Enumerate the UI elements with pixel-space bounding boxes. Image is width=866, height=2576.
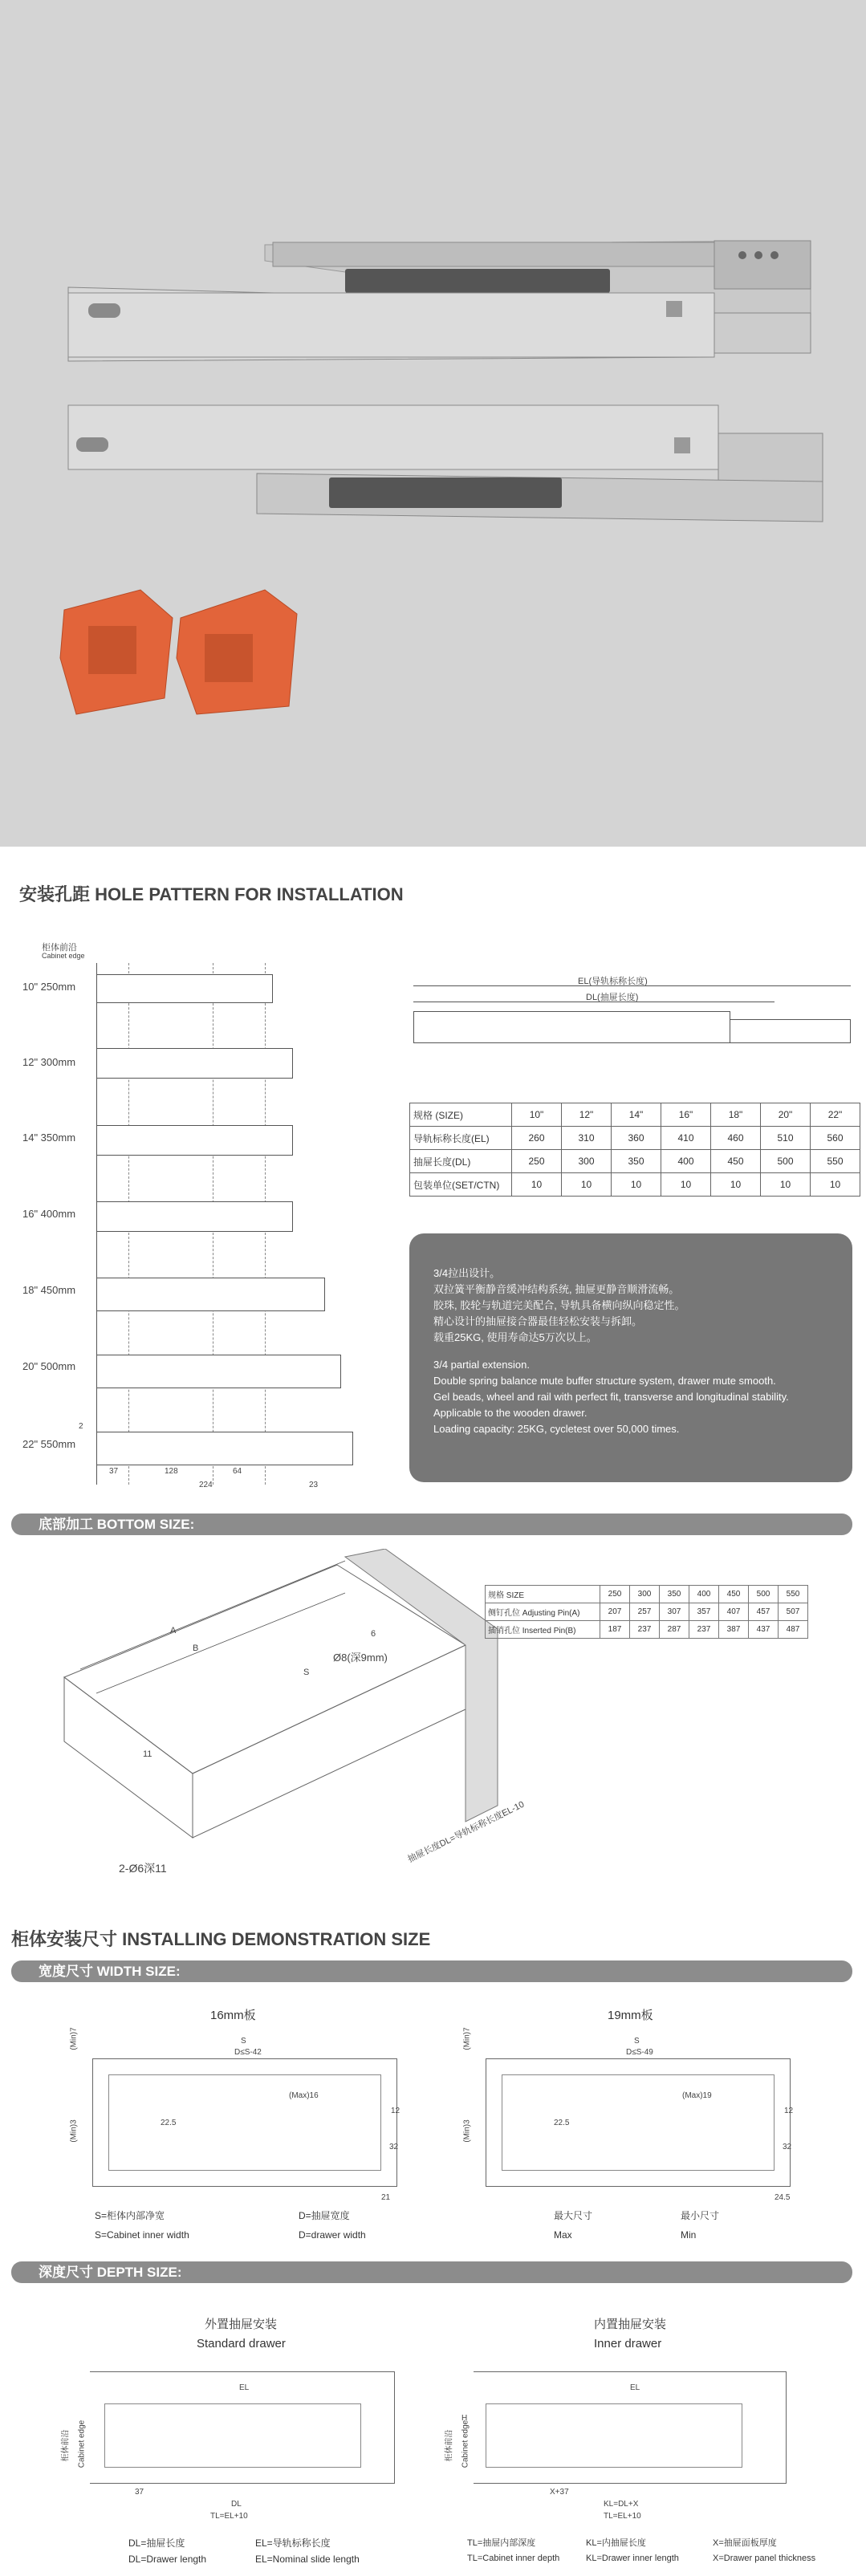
cell: 560 bbox=[811, 1127, 860, 1150]
std-tl: TL=EL+10 bbox=[210, 2512, 248, 2521]
product-photo bbox=[0, 0, 866, 847]
cell: 310 bbox=[562, 1127, 612, 1150]
cell: 400 bbox=[689, 1586, 719, 1603]
legend-std-1: DL=Drawer length bbox=[128, 2554, 207, 2565]
legend19-3: Min bbox=[681, 2229, 697, 2241]
label-11: 11 bbox=[143, 1749, 152, 1759]
inner-edge-en: Cabinet edge bbox=[461, 2420, 470, 2468]
feature-en: Applicable to the wooden drawer. bbox=[433, 1407, 587, 1419]
bottom-size-bar: 底部加工 BOTTOM SIZE: bbox=[11, 1514, 852, 1535]
std-caption-cn: 外置抽屉安装 bbox=[205, 2318, 278, 2331]
std-dl: DL bbox=[231, 2500, 242, 2509]
installing-title: 柜体安装尺寸 INSTALLING DEMONSTRATION SIZE bbox=[11, 1929, 431, 1949]
legend-inner-1: TL=Cabinet inner depth bbox=[467, 2554, 560, 2563]
cell: 导轨标称长度(EL) bbox=[410, 1127, 512, 1150]
w19-min3: (Min)3 bbox=[462, 2119, 472, 2143]
rail-550 bbox=[96, 1432, 353, 1465]
hole-pattern-title: 安装孔距 HOLE PATTERN FOR INSTALLATION bbox=[19, 884, 404, 904]
cell: 侧钉孔位 Adjusting Pin(A) bbox=[486, 1603, 600, 1621]
w16-min7: (Min)7 bbox=[69, 2027, 79, 2050]
cell: 400 bbox=[661, 1150, 711, 1173]
std-edge-en: Cabinet edge bbox=[77, 2420, 87, 2468]
legend-inner-3: KL=Drawer inner length bbox=[586, 2554, 679, 2563]
w16-s: S bbox=[241, 2037, 246, 2046]
cell: 507 bbox=[779, 1603, 808, 1621]
cell: 12" bbox=[562, 1103, 612, 1127]
feature-en: Double spring balance mute buffer structure system, drawer mute smooth. bbox=[433, 1375, 776, 1387]
feature-cn: 载重25KG, 使用寿命达5万次以上。 bbox=[433, 1331, 597, 1343]
cell: 300 bbox=[630, 1586, 660, 1603]
inner-x37: X+37 bbox=[550, 2488, 569, 2497]
legend16-1: S=Cabinet inner width bbox=[95, 2229, 189, 2241]
cell: 规格 SIZE bbox=[486, 1586, 600, 1603]
width19-drawer bbox=[502, 2074, 775, 2171]
depth-size-bar: 深度尺寸 DEPTH SIZE: bbox=[11, 2261, 852, 2283]
cell: 187 bbox=[600, 1621, 630, 1639]
legend-inner-0: TL=抽屉内部深度 bbox=[467, 2538, 536, 2548]
rail-300 bbox=[96, 1048, 293, 1079]
std-edge-cn: 柜体前沿 bbox=[61, 2429, 71, 2462]
label-side-holes: 2-Ø6深11 bbox=[119, 1862, 167, 1875]
w16-21: 21 bbox=[381, 2193, 391, 2202]
w16-22: 22.5 bbox=[161, 2119, 177, 2127]
legend-std-2: EL=导轨标称长度 bbox=[255, 2537, 331, 2549]
w16-d: D≤S-42 bbox=[234, 2048, 262, 2057]
board-19-caption: 19mm板 bbox=[608, 2009, 653, 2022]
cell: 500 bbox=[749, 1586, 779, 1603]
size-label: 12" 300mm bbox=[22, 1056, 76, 1068]
cell: 437 bbox=[749, 1621, 779, 1639]
legend16-0: S=柜体内部净宽 bbox=[95, 2210, 165, 2221]
cell: 510 bbox=[761, 1127, 811, 1150]
cell: 550 bbox=[779, 1586, 808, 1603]
feature-cn: 双拉簧平衡静音缓冲结构系统, 抽屉更静音顺滑流畅。 bbox=[433, 1283, 680, 1295]
cell: 350 bbox=[612, 1150, 661, 1173]
rail-450 bbox=[96, 1278, 325, 1311]
el-dim-line bbox=[413, 985, 851, 986]
label-a: A bbox=[170, 1626, 177, 1635]
cell: 插销孔位 Inserted Pin(B) bbox=[486, 1621, 600, 1639]
cell: 410 bbox=[661, 1127, 711, 1150]
cell: 350 bbox=[660, 1586, 689, 1603]
cell: 规格 (SIZE) bbox=[410, 1103, 512, 1127]
depth-std-drawer bbox=[104, 2403, 361, 2468]
width16-drawer bbox=[108, 2074, 381, 2171]
feature-cn: 精心设计的抽屉接合器最佳轻松安装与拆卸。 bbox=[433, 1315, 643, 1327]
legend19-2: 最小尺寸 bbox=[681, 2210, 720, 2221]
cell: 300 bbox=[562, 1150, 612, 1173]
cell: 10" bbox=[512, 1103, 562, 1127]
legend-std-3: EL=Nominal slide length bbox=[255, 2554, 360, 2565]
features-panel bbox=[409, 1233, 852, 1482]
rail-250 bbox=[96, 974, 273, 1003]
cell: 407 bbox=[719, 1603, 749, 1621]
inner-tl: TL=EL+10 bbox=[604, 2512, 641, 2521]
rail-side-view bbox=[413, 1011, 730, 1043]
size-label: 22" 550mm bbox=[22, 1438, 76, 1450]
w19-24: 24.5 bbox=[775, 2193, 791, 2202]
dl-label: DL(抽屉长度) bbox=[586, 993, 639, 1002]
label-s: S bbox=[303, 1668, 310, 1677]
feature-cn: 胶珠, 胶轮与轨道完美配合, 导轨具备横向纵向稳定性。 bbox=[433, 1299, 685, 1311]
legend19-1: Max bbox=[554, 2229, 572, 2241]
w19-32: 32 bbox=[783, 2143, 792, 2151]
cell: 250 bbox=[600, 1586, 630, 1603]
dim-64: 64 bbox=[233, 1467, 242, 1476]
cell: 550 bbox=[811, 1150, 860, 1173]
rail-500 bbox=[96, 1355, 341, 1388]
bottom-table bbox=[485, 1585, 808, 1639]
label-hole: Ø8(深9mm) bbox=[333, 1652, 388, 1664]
dim-2: 2 bbox=[79, 1422, 83, 1431]
rail-350 bbox=[96, 1125, 293, 1156]
w19-max: (Max)19 bbox=[682, 2091, 712, 2100]
board-16-caption: 16mm板 bbox=[210, 2009, 256, 2022]
cell: 360 bbox=[612, 1127, 661, 1150]
cell: 10 bbox=[562, 1173, 612, 1197]
cell: 10 bbox=[512, 1173, 562, 1197]
w16-min3: (Min)3 bbox=[69, 2119, 79, 2143]
w19-22: 22.5 bbox=[554, 2119, 570, 2127]
dim-37: 37 bbox=[109, 1467, 119, 1476]
cell: 257 bbox=[630, 1603, 660, 1621]
product-photo-area bbox=[0, 0, 866, 847]
feature-cn: 3/4拉出设计。 bbox=[433, 1267, 501, 1279]
depth-inner-drawer bbox=[486, 2403, 742, 2468]
cabinet-edge-cn: 柜体前沿 bbox=[42, 943, 77, 953]
cell: 357 bbox=[689, 1603, 719, 1621]
legend-inner-2: KL=内抽屉长度 bbox=[586, 2538, 646, 2548]
feature-en: Loading capacity: 25KG, cycletest over 50,000 times. bbox=[433, 1423, 680, 1435]
cell: 260 bbox=[512, 1127, 562, 1150]
size-label: 10" 250mm bbox=[22, 981, 76, 993]
cell: 307 bbox=[660, 1603, 689, 1621]
size-label: 20" 500mm bbox=[22, 1360, 76, 1372]
cell: 10 bbox=[811, 1173, 860, 1197]
cell: 20" bbox=[761, 1103, 811, 1127]
inner-kl: KL=DL+X bbox=[604, 2500, 639, 2509]
cell: 250 bbox=[512, 1150, 562, 1173]
legend16-2: D=抽屉宽度 bbox=[299, 2210, 350, 2221]
std-37: 37 bbox=[135, 2488, 144, 2497]
cell: 22" bbox=[811, 1103, 860, 1127]
w16-12: 12 bbox=[391, 2107, 400, 2115]
cell: 450 bbox=[719, 1586, 749, 1603]
w19-s: S bbox=[634, 2037, 640, 2046]
cell: 抽屉长度(DL) bbox=[410, 1150, 512, 1173]
cell: 10 bbox=[612, 1173, 661, 1197]
inner-caption-en: Inner drawer bbox=[594, 2337, 662, 2350]
w16-max: (Max)16 bbox=[289, 2091, 319, 2100]
label-b: B bbox=[193, 1644, 199, 1653]
label-diag: 抽屉长度DL=导轨标称长度EL-10 bbox=[406, 1799, 527, 1865]
dim-23: 23 bbox=[309, 1481, 319, 1489]
legend-std-0: DL=抽屉长度 bbox=[128, 2537, 185, 2549]
rail-400 bbox=[96, 1201, 293, 1232]
std-caption-en: Standard drawer bbox=[197, 2337, 286, 2350]
size-label: 14" 350mm bbox=[22, 1132, 76, 1144]
w16-32: 32 bbox=[389, 2143, 399, 2151]
cell: 237 bbox=[689, 1621, 719, 1639]
width-size-bar: 宽度尺寸 WIDTH SIZE: bbox=[11, 1960, 852, 1982]
cell: 500 bbox=[761, 1150, 811, 1173]
cell: 460 bbox=[711, 1127, 761, 1150]
cabinet-edge-en: Cabinet edge bbox=[42, 952, 85, 960]
cell: 387 bbox=[719, 1621, 749, 1639]
cell: 207 bbox=[600, 1603, 630, 1621]
legend-inner-5: X=Drawer panel thickness bbox=[713, 2554, 816, 2563]
size-label: 16" 400mm bbox=[22, 1208, 76, 1220]
legend19-0: 最大尺寸 bbox=[554, 2210, 593, 2221]
cell: 287 bbox=[660, 1621, 689, 1639]
cell: 10 bbox=[661, 1173, 711, 1197]
cell: 10 bbox=[711, 1173, 761, 1197]
size-label: 18" 450mm bbox=[22, 1284, 76, 1296]
feature-en: 3/4 partial extension. bbox=[433, 1359, 530, 1371]
cell: 457 bbox=[749, 1603, 779, 1621]
spec-table bbox=[409, 1103, 860, 1197]
inner-edge-cn: 柜体前沿 bbox=[445, 2429, 454, 2462]
cell: 237 bbox=[630, 1621, 660, 1639]
w19-12: 12 bbox=[784, 2107, 794, 2115]
el-label: EL(导轨标称长度) bbox=[578, 977, 648, 986]
dim-128: 128 bbox=[165, 1467, 178, 1476]
legend-inner-4: X=抽屉面板厚度 bbox=[713, 2538, 777, 2548]
inner-el: EL bbox=[630, 2383, 640, 2392]
cell: 包装单位(SET/CTN) bbox=[410, 1173, 512, 1197]
rail-extension bbox=[730, 1019, 851, 1043]
w19-d: D≤S-49 bbox=[626, 2048, 653, 2057]
w19-min7: (Min)7 bbox=[462, 2027, 472, 2050]
inner-h: H bbox=[461, 2414, 468, 2423]
cell: 16" bbox=[661, 1103, 711, 1127]
cell: 487 bbox=[779, 1621, 808, 1639]
dim-224: 224 bbox=[199, 1481, 213, 1489]
cell: 10 bbox=[761, 1173, 811, 1197]
cell: 450 bbox=[711, 1150, 761, 1173]
cell: 18" bbox=[711, 1103, 761, 1127]
label-6: 6 bbox=[371, 1629, 376, 1639]
legend16-3: D=drawer width bbox=[299, 2229, 366, 2241]
std-el: EL bbox=[239, 2383, 250, 2392]
inner-caption-cn: 内置抽屉安装 bbox=[594, 2318, 667, 2331]
feature-en: Gel beads, wheel and rail with perfect fit, transverse and longitudinal stability. bbox=[433, 1391, 789, 1403]
cell: 14" bbox=[612, 1103, 661, 1127]
